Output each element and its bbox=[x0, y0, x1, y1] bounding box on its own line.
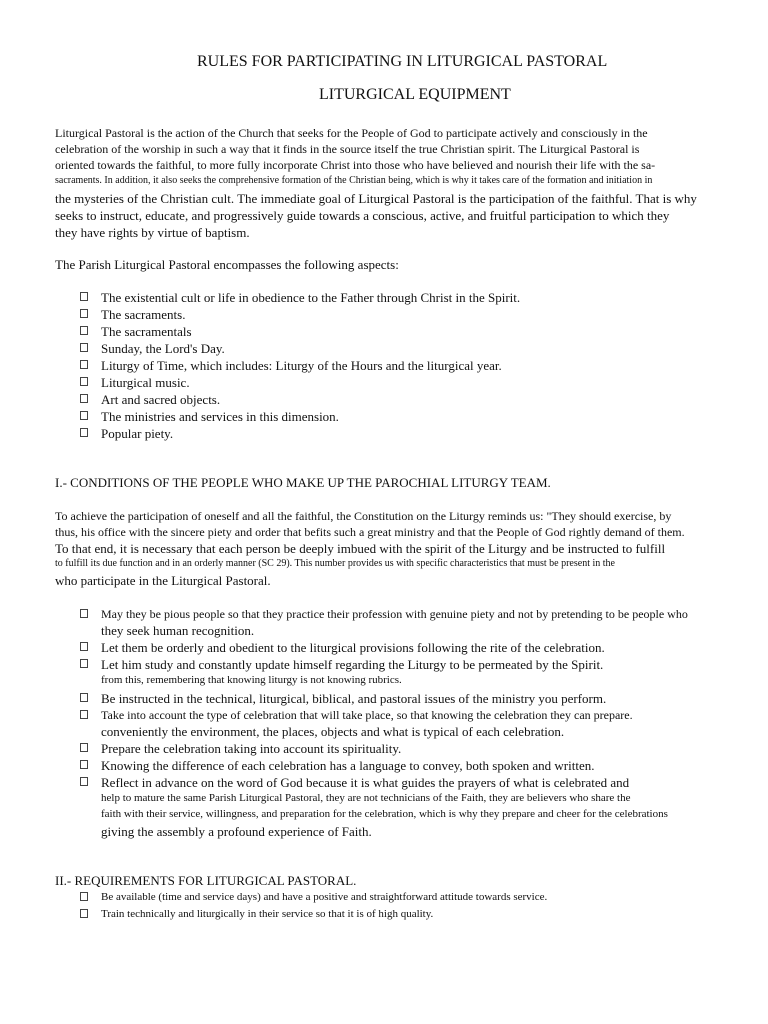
checkbox-bullet-icon bbox=[80, 394, 88, 403]
checkbox-bullet-icon bbox=[80, 377, 88, 386]
checkbox-bullet-icon bbox=[80, 360, 88, 369]
section1-intro-line: To that end, it is necessary that each person be deeply imbued with the spirit of the Liturgy and be instructed to fulfill bbox=[55, 541, 666, 556]
checkbox-bullet-icon bbox=[80, 292, 88, 301]
checkbox-bullet-icon bbox=[80, 710, 88, 719]
condition-item: Let him study and constantly update himself regarding the Liturgy to be permeated by the Spirit. bbox=[101, 657, 604, 672]
condition-item: Take into account the type of celebration that will take place, so that knowing the celebration they can prepare. bbox=[101, 708, 633, 722]
condition-item-continued: from this, remembering that knowing liturgy is not knowing rubrics. bbox=[101, 674, 402, 686]
section1-intro-line: who participate in the Liturgical Pastoral. bbox=[55, 573, 271, 588]
section-heading: II.- REQUIREMENTS FOR LITURGICAL PASTORAL. bbox=[55, 873, 357, 888]
checkbox-bullet-icon bbox=[80, 428, 88, 437]
checkbox-bullet-icon bbox=[80, 642, 88, 651]
intro-line: seeks to instruct, educate, and progressively guide towards a conscious, active, and fruitful participation to which they bbox=[55, 208, 670, 223]
section1-intro-line: To achieve the participation of oneself and all the faithful, the Constitution on the Liturgy reminds us: "They should exercise, by bbox=[55, 509, 672, 523]
section1-intro-line: to fulfill its due function and in an orderly manner (SC 29). This number provides us with specific characteristics that must be present in the bbox=[55, 558, 615, 569]
condition-item-continued: conveniently the environment, the places, objects and what is typical of each celebration. bbox=[101, 724, 565, 739]
aspect-item: Liturgy of Time, which includes: Liturgy of the Hours and the liturgical year. bbox=[101, 358, 502, 373]
aspect-item: Art and sacred objects. bbox=[101, 392, 221, 407]
page-subtitle: LITURGICAL EQUIPMENT bbox=[319, 86, 511, 103]
section-heading: I.- CONDITIONS OF THE PEOPLE WHO MAKE UP THE PAROCHIAL LITURGY TEAM. bbox=[55, 475, 551, 490]
checkbox-bullet-icon bbox=[80, 326, 88, 335]
checkbox-bullet-icon bbox=[80, 743, 88, 752]
aspect-item: Sunday, the Lord's Day. bbox=[101, 341, 225, 356]
intro-line: oriented towards the faithful, to more fully incorporate Christ into those who have believed and nourish their life with the sa- bbox=[55, 158, 656, 172]
intro-line: celebration of the worship in such a way that it finds in the source itself the true Christian spirit. The Liturgical Pastoral is bbox=[55, 142, 640, 156]
checkbox-bullet-icon bbox=[80, 693, 88, 702]
requirement-item: Train technically and liturgically in their service so that it is of high quality. bbox=[101, 908, 434, 920]
aspects-intro: The Parish Liturgical Pastoral encompasses the following aspects: bbox=[55, 257, 399, 272]
condition-item-continued: faith with their service, willingness, and preparation for the celebration, which is why they prepare and cheer for the celebrations bbox=[101, 808, 668, 820]
condition-item-continued: they seek human recognition. bbox=[101, 623, 255, 638]
aspect-item: Popular piety. bbox=[101, 426, 174, 441]
condition-item: Be instructed in the technical, liturgical, biblical, and pastoral issues of the ministry you perform. bbox=[101, 691, 607, 706]
checkbox-bullet-icon bbox=[80, 411, 88, 420]
condition-item-continued: giving the assembly a profound experience of Faith. bbox=[101, 824, 372, 839]
intro-line: the mysteries of the Christian cult. The immediate goal of Liturgical Pastoral is the participation of the faithful. That is why bbox=[55, 191, 697, 206]
checkbox-bullet-icon bbox=[80, 309, 88, 318]
checkbox-bullet-icon bbox=[80, 777, 88, 786]
condition-item-continued: help to mature the same Parish Liturgical Pastoral, they are not technicians of the Faith, they are believers who share the bbox=[101, 792, 631, 804]
intro-line: Liturgical Pastoral is the action of the Church that seeks for the People of God to participate actively and consciously in the bbox=[55, 126, 648, 140]
checkbox-bullet-icon bbox=[80, 909, 88, 918]
condition-item: Reflect in advance on the word of God because it is what guides the prayers of what is celebrated and bbox=[101, 775, 630, 790]
aspect-item: The sacraments. bbox=[101, 307, 186, 322]
checkbox-bullet-icon bbox=[80, 892, 88, 901]
requirement-item: Be available (time and service days) and have a positive and straightforward attitude towards service. bbox=[101, 891, 548, 903]
condition-item: Let them be orderly and obedient to the liturgical provisions following the rite of the celebration. bbox=[101, 640, 605, 655]
section1-intro-line: thus, his office with the sincere piety and order that befits such a great ministry and that the People of God rightly demand of them. bbox=[55, 525, 685, 539]
checkbox-bullet-icon bbox=[80, 609, 88, 618]
intro-line: they have rights by virtue of baptism. bbox=[55, 225, 250, 240]
condition-item: Knowing the difference of each celebration has a language to convey, both spoken and written. bbox=[101, 758, 595, 773]
aspect-item: The sacramentals bbox=[101, 324, 192, 339]
aspect-item: Liturgical music. bbox=[101, 375, 190, 390]
checkbox-bullet-icon bbox=[80, 760, 88, 769]
aspect-item: The existential cult or life in obedience to the Father through Christ in the Spirit. bbox=[101, 290, 521, 305]
aspect-item: The ministries and services in this dimension. bbox=[101, 409, 339, 424]
condition-item: Prepare the celebration taking into account its spirituality. bbox=[101, 741, 402, 756]
checkbox-bullet-icon bbox=[80, 659, 88, 668]
checkbox-bullet-icon bbox=[80, 343, 88, 352]
intro-line: sacraments. In addition, it also seeks the comprehensive formation of the Christian being, which is why it takes care of the formation and initiation in bbox=[55, 175, 653, 186]
condition-item: May they be pious people so that they practice their profession with genuine piety and not by pretending to be people who bbox=[101, 607, 688, 621]
page-title: RULES FOR PARTICIPATING IN LITURGICAL PASTORAL bbox=[197, 53, 608, 70]
